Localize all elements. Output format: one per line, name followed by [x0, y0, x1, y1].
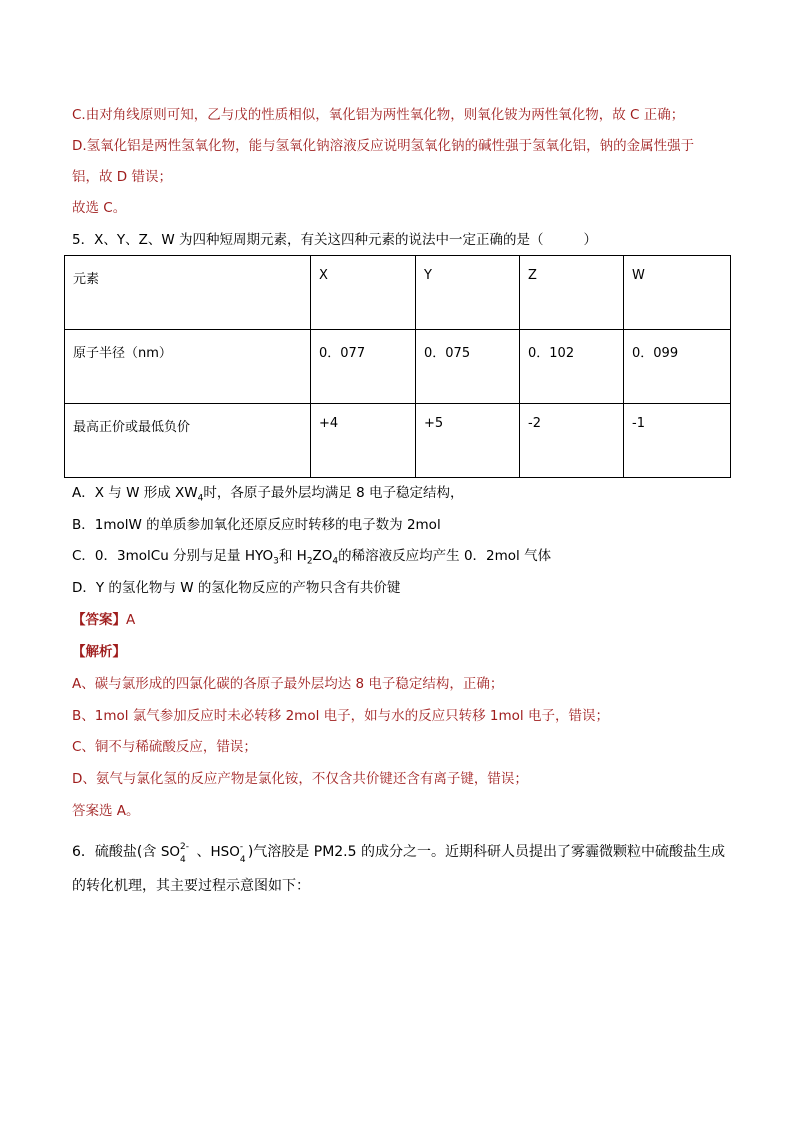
sulfate-ion	[160, 842, 190, 865]
explanation-c: C.由对角线原则可知，乙与戊的性质相似，氧化铝为两性氧化物，则氧化铍为两性氧化物，故 C 正确；	[72, 107, 685, 123]
option-c-text: C．0．3molCu 分别与足量 HYO	[72, 548, 274, 564]
q5-option-b: B．1molW 的单质参加氧化还原反应时转移的电子数为 2mol	[72, 517, 441, 533]
q6-line1	[72, 842, 725, 865]
table-cell: 原子半径（nm）	[65, 330, 311, 404]
ion-subscript: 4	[180, 855, 186, 865]
table-row	[65, 256, 731, 330]
option-c-text-end: 的稀溶液反应均产生 0．2mol 气体	[338, 548, 552, 564]
option-c-subscript: 3	[273, 556, 279, 567]
ion-formula: SO	[160, 844, 181, 860]
element-table	[64, 255, 731, 478]
answer-line	[72, 610, 135, 630]
explanation-conclusion: 故选 C。	[72, 200, 127, 216]
ion-formula: HSO	[210, 844, 240, 860]
table-cell: +5	[416, 404, 520, 478]
q5-stem	[72, 230, 597, 250]
option-c-subscript: 2	[306, 556, 313, 567]
analysis-label: 【解析】	[72, 644, 126, 660]
q5-option-d: D．Y 的氢化物与 W 的氢化物反应的产物只含有共价键	[72, 580, 401, 596]
option-a-subscript: 4	[197, 493, 204, 504]
table-cell: 最高正价或最低负价	[65, 404, 311, 478]
answer-value: A	[126, 612, 136, 628]
analysis-b: B、1mol 氯气参加反应时未必转移 2mol 电子，如与水的反应只转移 1mol 电子，错误；	[72, 708, 609, 724]
bisulfate-ion	[210, 842, 246, 865]
table-row	[65, 404, 731, 478]
ion-charge: 2-	[180, 842, 190, 852]
option-a-text-end: 时，各原子最外层均满足 8 电子稳定结构，	[203, 485, 464, 501]
table-row	[65, 330, 731, 404]
analysis-conclusion: 答案选 A。	[72, 803, 140, 819]
table-cell: 0．102	[520, 330, 624, 404]
option-a-text: A．X 与 W 形成 XW	[72, 485, 198, 501]
analysis-a: A、碳与氯形成的四氯化碳的各原子最外层均达 8 电子稳定结构，正确；	[72, 676, 504, 692]
table-header-cell: W	[624, 256, 731, 330]
explanation-d-line1: D.氢氧化铝是两性氢氧化物，能与氢氧化钠溶液反应说明氢氧化钠的碱性强于氢氧化铝，钠的金属性强于	[72, 138, 695, 154]
ion-subscript: 4	[239, 855, 246, 865]
q6-text: 6．硫酸盐(含	[72, 844, 161, 860]
explanation-d-line2: 铝，故 D 错误；	[72, 169, 172, 185]
table-header-cell: Z	[520, 256, 624, 330]
option-c-subscript: 4	[332, 556, 339, 567]
q6-text-end: )气溶胶是 PM2.5 的成分之一。近期科研人员提出了雾霾微颗粒中硫酸盐生成	[247, 844, 725, 860]
table-cell: 0．099	[624, 330, 731, 404]
table-header-cell: 元素	[65, 256, 311, 330]
analysis-d: D、氨气与氯化氢的反应产物是氯化铵，不仅含共价键还含有离子键，错误；	[72, 771, 528, 787]
table-header-cell: Y	[416, 256, 520, 330]
option-c-text-mid: ZO	[312, 548, 333, 564]
q5-stem-text: 5．X、Y、Z、W 为四种短周期元素，有关这四种元素的说法中一定正确的是（	[72, 232, 544, 248]
analysis-c: C、铜不与稀硫酸反应，错误；	[72, 739, 257, 755]
ion-charge: -	[239, 842, 244, 852]
q5-option-c	[72, 546, 551, 572]
table-cell: -1	[624, 404, 731, 478]
table-cell: -2	[520, 404, 624, 478]
option-c-text-mid: 和 H	[278, 548, 307, 564]
table-cell: +4	[311, 404, 416, 478]
table-cell: 0．077	[311, 330, 416, 404]
q6-separator: 、	[192, 844, 211, 860]
q6-line2: 的转化机理，其主要过程示意图如下：	[72, 878, 310, 894]
table-header-cell: X	[311, 256, 416, 330]
table-cell: 0．075	[416, 330, 520, 404]
q5-option-a	[72, 483, 464, 509]
answer-label: 【答案】	[72, 612, 126, 628]
q5-stem-end: ）	[583, 232, 597, 248]
